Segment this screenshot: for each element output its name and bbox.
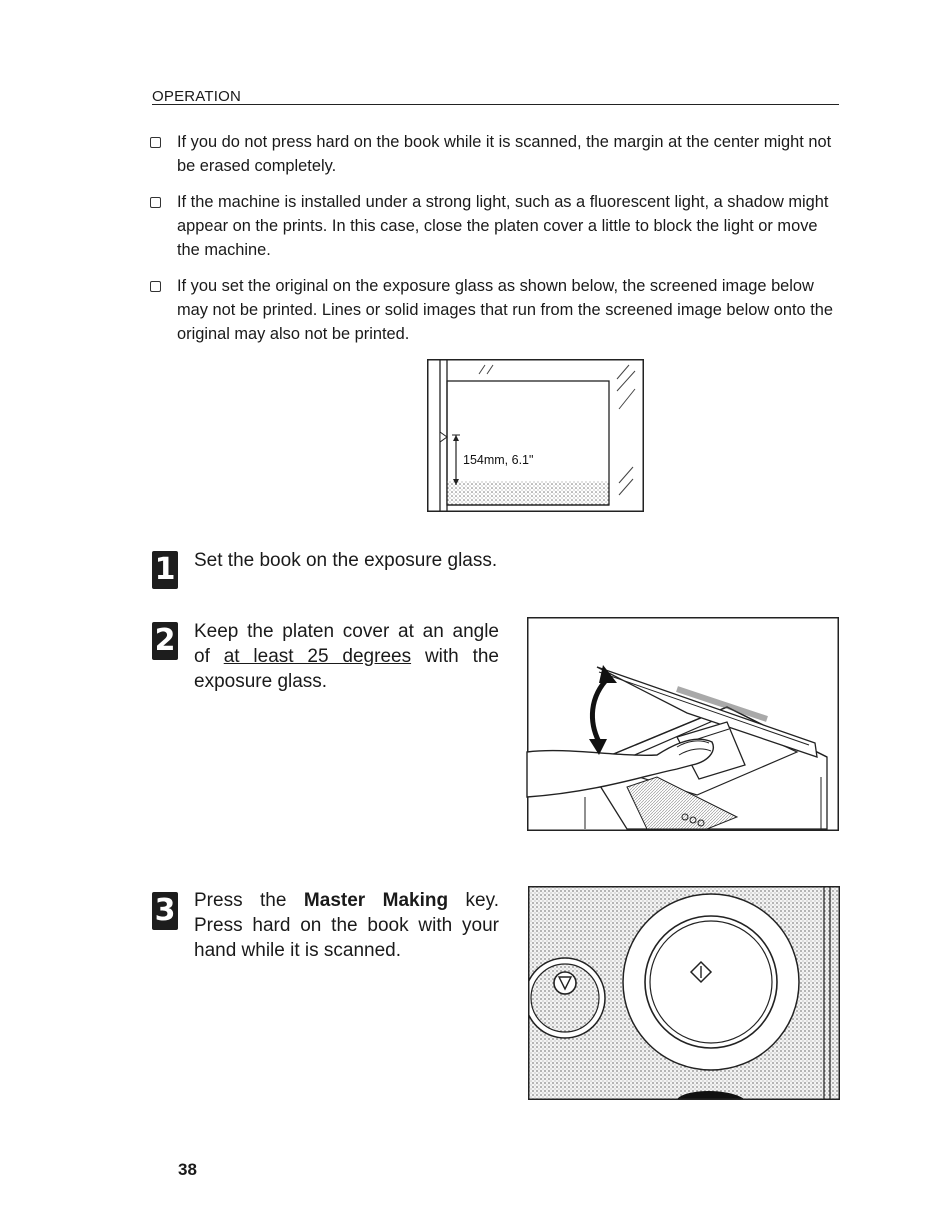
measurement-label: 154mm, 6.1" bbox=[463, 453, 534, 467]
master-making-key-illustration bbox=[528, 886, 840, 1100]
step-3-text-part: key. Press hard on the book with your hand while it is scanned. bbox=[194, 890, 499, 961]
exposure-glass-diagram bbox=[427, 359, 644, 512]
step-2-text bbox=[194, 619, 499, 694]
screened-area bbox=[447, 481, 609, 505]
step-number-1: 1 bbox=[152, 551, 178, 589]
step-2-underlined: at least 25 degrees bbox=[223, 646, 412, 667]
master-making-key-label: Master Making bbox=[303, 890, 449, 911]
platen-cover-illustration bbox=[527, 617, 839, 831]
step-2-text-part: Keep the platen cover at an angle of bbox=[194, 621, 499, 667]
checkbox-bullet-icon bbox=[150, 197, 161, 208]
note-text: If you do not press hard on the book while it is scanned, the margin at the center might not be erased completely. bbox=[177, 133, 832, 175]
step-3-text-part: Press the bbox=[194, 890, 304, 911]
page-number: 38 bbox=[178, 1160, 197, 1179]
note-text: If you set the original on the exposure glass as shown below, the screened image below may not be printed. Lines or solid images that run from the screened image below onto the original may also not be printed. bbox=[177, 277, 833, 343]
checkbox-bullet-icon bbox=[150, 281, 161, 292]
step-2-text-part: with the exposure glass. bbox=[194, 646, 499, 692]
step-1-text: Set the book on the exposure glass. bbox=[194, 550, 498, 571]
note-text: If the machine is installed under a strong light, such as a fluorescent light, a shadow might appear on the prints. In this case, close the platen cover a little to block the light or move the machine. bbox=[177, 193, 829, 259]
step-number-2: 2 bbox=[152, 622, 178, 660]
note-item bbox=[150, 274, 840, 346]
note-item bbox=[150, 190, 840, 262]
note-item bbox=[150, 130, 840, 178]
section-header: OPERATION bbox=[152, 88, 242, 105]
step-3-text bbox=[194, 888, 499, 963]
checkbox-bullet-icon bbox=[150, 137, 161, 148]
header-rule bbox=[152, 104, 839, 105]
step-number-3: 3 bbox=[152, 892, 178, 930]
